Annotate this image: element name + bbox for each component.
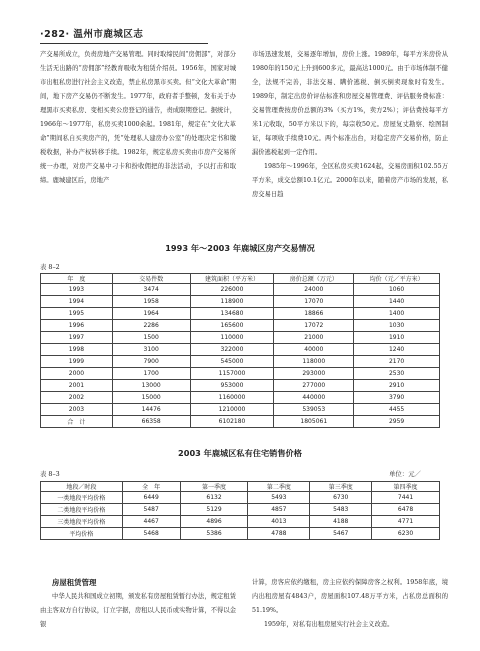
table-row <box>41 320 440 332</box>
paragraph: 1959年，对私有出租房屋实行社会主义改造。 <box>264 621 394 628</box>
table-cell: 1993 <box>41 284 113 296</box>
table-cell: 6132 <box>180 492 248 504</box>
column-header: 第一季度 <box>180 482 248 492</box>
table-cell: 4896 <box>180 516 248 528</box>
table-cell: 18866 <box>274 308 354 320</box>
table-cell: 5483 <box>310 504 372 516</box>
table-cell: 1995 <box>41 308 113 320</box>
column-header: 全 年 <box>122 482 180 492</box>
table-cell: 1964 <box>112 308 190 320</box>
table-cell: 2001 <box>41 380 113 392</box>
table-cell: 953000 <box>190 380 274 392</box>
table-cell: 1160000 <box>190 392 274 404</box>
table-cell: 118000 <box>274 356 354 368</box>
table-cell: 14476 <box>112 404 190 416</box>
table-cell: 4455 <box>354 404 440 416</box>
table-cell: 6730 <box>310 492 372 504</box>
table-cell: 1400 <box>354 308 440 320</box>
table-cell: 2003 <box>41 404 113 416</box>
table-header-row <box>41 274 440 284</box>
table-row <box>41 308 440 320</box>
table-cell: 118900 <box>190 296 274 308</box>
table-cell: 5493 <box>248 492 310 504</box>
table-cell: 平均价格 <box>41 528 123 540</box>
table-cell: 6230 <box>372 528 440 540</box>
table-cell: 5467 <box>310 528 372 540</box>
table-row <box>41 368 440 380</box>
paragraph: 计算，房客应依约缴租，房主应依约保障房客之权利。1958年底，境内出租房屋有4843户，房屋面积107.48万平方米，占私房总面积的51.19%。 <box>252 579 448 614</box>
table-cell: 4188 <box>310 516 372 528</box>
table-cell: 545000 <box>190 356 274 368</box>
table-cell: 293000 <box>274 368 354 380</box>
table-label: 表 8–2 <box>40 263 60 271</box>
table-unit: 单位：元／ <box>389 470 421 478</box>
table-cell: 277000 <box>274 380 354 392</box>
table-cell: 7441 <box>372 492 440 504</box>
table-cell: 6478 <box>372 504 440 516</box>
table-header-row <box>41 482 440 492</box>
data-table <box>40 481 440 540</box>
table-cell: 40000 <box>274 344 354 356</box>
table-cell: 17070 <box>274 296 354 308</box>
table-cell: 66358 <box>112 416 190 428</box>
table-title: 1993 年～2003 年鹿城区房产交易情况 <box>165 243 315 253</box>
table-cell: 5487 <box>122 504 180 516</box>
table-cell: 4467 <box>122 516 180 528</box>
table-cell: 1999 <box>41 356 113 368</box>
table-cell: 1500 <box>112 332 190 344</box>
table-cell: 5386 <box>180 528 248 540</box>
column-header: 建筑面积（平方米） <box>190 274 274 284</box>
table-cell: 1805061 <box>274 416 354 428</box>
data-table <box>40 273 440 428</box>
table-cell: 4857 <box>248 504 310 516</box>
table-row <box>41 332 440 344</box>
paragraph: 1985年～1996年，全区私房买卖1624起，交易房面积102.55万平方米，成交总额10.1亿元。2000年以来，随着房产市场的发展，私房交易日趋 <box>252 163 448 198</box>
table-cell: 3474 <box>112 284 190 296</box>
table-title: 2003 年鹿城区私有住宅销售价格 <box>178 448 302 458</box>
table-cell: 二类地段平均价格 <box>41 504 123 516</box>
table-cell: 合 计 <box>41 416 113 428</box>
paragraph: 市场迅速发展，交易逐年增加，房价上涨。1989年，每平方米房价从1980年的150元上升到600多元，最高达1000元。由于市场体制不健全，法规不完善，非法交易、瞒价逃税、倒买倒卖现象时有发生。1989年，制定出房价评估标准和房屋交易管理费、评估服务费标准：交易管理费按房价总额的3%（买方1%，卖方2%）；评估费按每平方米1元收取，50平方米以下的，每宗收50元。房屋复丈勘察、绘图制证，每项收手续费10元。两个标准出台，对稳定房产交易价格，防止漏价逃税起到一定作用。 <box>252 51 448 156</box>
table-cell: 1996 <box>41 320 113 332</box>
table-row <box>41 392 440 404</box>
table-cell: 6102180 <box>190 416 274 428</box>
body-column-left <box>40 48 236 188</box>
table-row <box>41 380 440 392</box>
table-cell: 24000 <box>274 284 354 296</box>
table-cell: 三类地段平均价格 <box>41 516 123 528</box>
paragraph: 中华人民共和国成立初期，颁发私有房屋租赁暂行办法，规定租赁由主客双方自行协议，订立字据，房租以人民币或实物计算，不得以金银 <box>40 593 236 628</box>
table-cell: 165600 <box>190 320 274 332</box>
column-header: 房价总额（万元） <box>274 274 354 284</box>
body-column-right <box>252 48 448 202</box>
table-cell: 5468 <box>122 528 180 540</box>
running-head: ·282· 温州市鹿城区志 <box>40 29 144 40</box>
table-cell: 1157000 <box>190 368 274 380</box>
table-row <box>41 284 440 296</box>
paragraph: 产交易所成立，负责房地产交易管理。同时取缔民间“房佣部”，对部分生活无出路的“房佣部”经教育吸收为租赁介绍员。1956年，国家对城市出租私房进行社会主义改造，禁止私房黑市买卖。但“文化大革命”期间，地下房产交易仍不断发生。1977年，政府者手整顿，发布关于办理黑市买卖私房、变相买卖公房登记的通告，责成限期登记。据统计，1966年～1977年，私房买卖1000余起。1981年，规定在“文化大革命”期间私自买卖房产的，凭“处理私人建房办公室”的处理决定书和缴税收据，补办产权转移手续。1982年，规定私房买卖由市房产交易所统一办理，对房产交易中刁卡和扮收佣把的非法活动，予以打击和取缔。鹿城建区后，房地产 <box>40 51 236 184</box>
table-row <box>41 356 440 368</box>
column-header: 地段／时段 <box>41 482 123 492</box>
column-header: 第三季度 <box>310 482 372 492</box>
table-cell: 1994 <box>41 296 113 308</box>
table-cell: 6449 <box>122 492 180 504</box>
table-label: 表 8–3 <box>40 470 60 478</box>
table-cell: 110000 <box>190 332 274 344</box>
table-cell: 322000 <box>190 344 274 356</box>
column-header: 交易件数 <box>112 274 190 284</box>
table-cell: 2530 <box>354 368 440 380</box>
body-column-right-bottom <box>252 576 448 632</box>
table-row <box>41 516 440 528</box>
table-cell: 539053 <box>274 404 354 416</box>
column-header: 第四季度 <box>372 482 440 492</box>
table-cell: 3100 <box>112 344 190 356</box>
table-cell: 4771 <box>372 516 440 528</box>
table-cell: 134680 <box>190 308 274 320</box>
table-cell: 2286 <box>112 320 190 332</box>
table-row <box>41 504 440 516</box>
table-row <box>41 296 440 308</box>
table-cell: 2959 <box>354 416 440 428</box>
table-cell: 1030 <box>354 320 440 332</box>
column-header: 第二季度 <box>248 482 310 492</box>
body-column-left-bottom <box>40 590 236 632</box>
table-cell: 13000 <box>112 380 190 392</box>
table-cell: 1910 <box>354 332 440 344</box>
table-row <box>41 404 440 416</box>
column-header: 均价（元／平方米） <box>354 274 440 284</box>
table-cell: 一类地段平均价格 <box>41 492 123 504</box>
table-cell: 5129 <box>180 504 248 516</box>
table-cell: 1700 <box>112 368 190 380</box>
table-row <box>41 344 440 356</box>
table-cell: 1210000 <box>190 404 274 416</box>
table-cell: 1958 <box>112 296 190 308</box>
table-cell: 17072 <box>274 320 354 332</box>
table-row <box>41 416 440 428</box>
table-cell: 1240 <box>354 344 440 356</box>
column-header: 年 度 <box>41 274 113 284</box>
table-row <box>41 528 440 540</box>
table-cell: 4013 <box>248 516 310 528</box>
section-heading: 房屋租赁管理 <box>52 578 97 587</box>
table-cell: 21000 <box>274 332 354 344</box>
header-rule <box>40 43 208 44</box>
table-cell: 226000 <box>190 284 274 296</box>
table-cell: 2002 <box>41 392 113 404</box>
table-cell: 2000 <box>41 368 113 380</box>
table-cell: 1997 <box>41 332 113 344</box>
table-cell: 4788 <box>248 528 310 540</box>
table-cell: 440000 <box>274 392 354 404</box>
table-cell: 1998 <box>41 344 113 356</box>
table-cell: 7900 <box>112 356 190 368</box>
table-cell: 2170 <box>354 356 440 368</box>
table-cell: 3790 <box>354 392 440 404</box>
table-cell: 1440 <box>354 296 440 308</box>
table-cell: 15000 <box>112 392 190 404</box>
table-cell: 2910 <box>354 380 440 392</box>
table-cell: 1060 <box>354 284 440 296</box>
table-row <box>41 492 440 504</box>
